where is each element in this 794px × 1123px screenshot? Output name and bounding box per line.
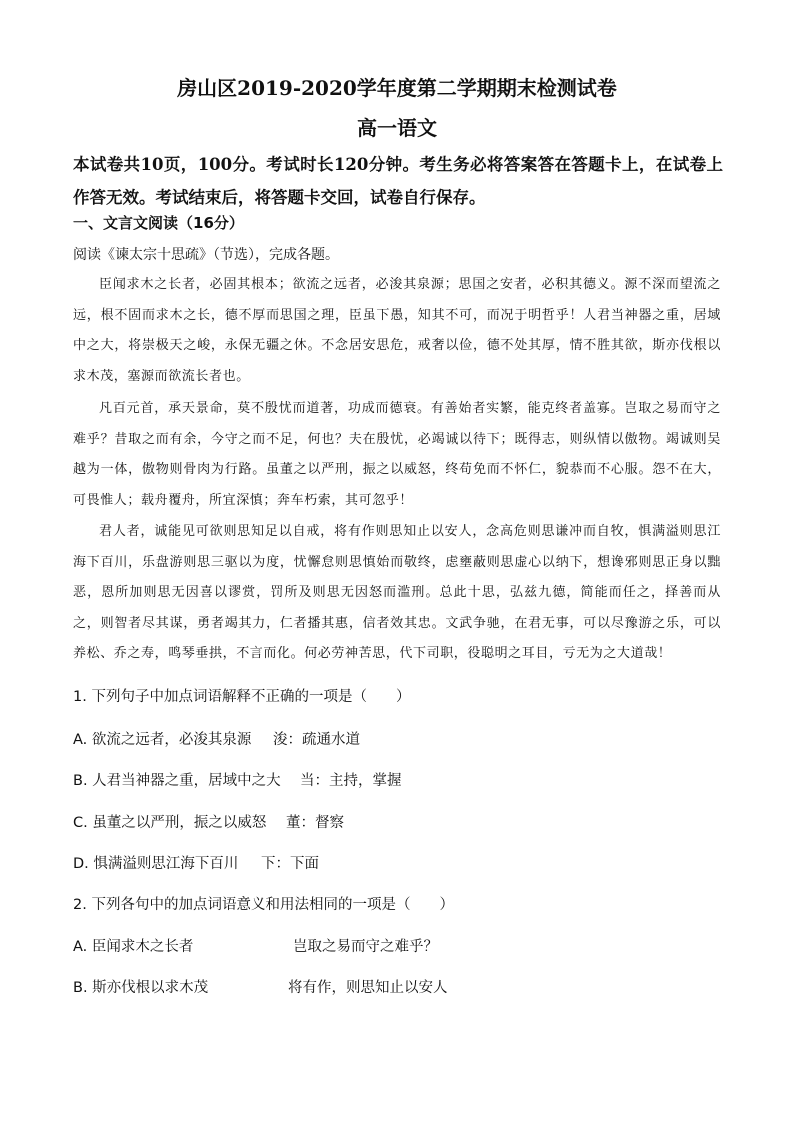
question-2-option-b-gloss: 将有作，则思知止以安人	[288, 980, 448, 996]
passage-paragraph-1: 臣闻求木之长者，必固其根本；欲流之远者，必浚其泉源；思国之安者，必积其德义。源不深而望流之远，根不固而求木之长，德不厚而思国之理，臣虽下愚，知其不可，而况于明哲乎！人君当神器之重，居域中之大，将崇极天之峻，永保无疆之休。不念居安思危，戒奢以俭，德不处其厚，情不胜其欲，斯亦伐根以求木茂，塞源而欲流长者也。	[73, 277, 721, 384]
passage-paragraph-3: 君人者，诚能见可欲则思知足以自戒，将有作则思知止以安人，念高危则思谦冲而自牧，惧满溢则思江海下百川，乐盘游则思三驱以为度，忧懈怠则思慎始而敬终，虑壅蔽则思虚心以纳下，想谗邪则思正身以黜恶，恩所加则思无因喜以谬赏，罚所及则思无因怒而滥刑。总此十思，弘兹九德，简能而任之，择善而从之，则智者尽其谋，勇者竭其力，仁者播其惠，信者效其忠。文武争驰，在君无事，可以尽豫游之乐，可以养松、乔之寿，鸣琴垂拱，不言而化。何必劳神苦思，代下司职，役聪明之耳目，亏无为之大道哉！	[73, 524, 721, 661]
question-1-option-b[interactable]: B. 人君当神器之重，居域中之大	[73, 773, 281, 789]
question-1-option-a-gloss: 浚：疏通水道	[273, 732, 360, 748]
question-1-option-c-gloss: 董：督察	[286, 815, 344, 831]
question-1-option-b-gloss: 当：主持，掌握	[300, 773, 402, 789]
question-1-option-c[interactable]: C. 虽董之以严刑，振之以威怒	[73, 815, 267, 831]
section-instruction: 阅读《谏太宗十思疏》（节选），完成各题。	[73, 247, 339, 263]
question-2-option-a[interactable]: A. 臣闻求木之长者	[73, 939, 194, 955]
section-heading: 一、文言文阅读（16分）	[73, 214, 244, 232]
question-2-option-b[interactable]: B. 斯亦伐根以求木茂	[73, 980, 209, 996]
question-2-stem: 2. 下列各句中的加点词语意义和用法相同的一项是（ ）	[73, 897, 454, 913]
question-1-stem: 1. 下列句子中加点词语解释不正确的一项是（ ）	[73, 689, 411, 705]
question-1-option-d-gloss: 下：下面	[261, 856, 319, 872]
exam-title: 房山区2019-2020学年度第二学期期末检测试卷	[177, 76, 617, 100]
passage-paragraph-2: 凡百元首，承天景命，莫不殷忧而道著，功成而德衰。有善始者实繁，能克终者盖寡。岂取之易而守之难乎？昔取之而有余，今守之而不足，何也？夫在殷忧，必竭诚以待下；既得志，则纵情以傲物。竭诚则吴越为一体，傲物则骨肉为行路。虽董之以严刑，振之以威怒，终苟免而不怀仁，貌恭而不心服。怨不在大，可畏惟人；载舟覆舟，所宜深慎；奔车朽索，其可忽乎！	[73, 401, 721, 508]
exam-subject: 高一语文	[357, 116, 437, 140]
question-2-option-a-gloss: 岂取之易而守之难乎？	[293, 939, 438, 955]
question-1-option-a[interactable]: A. 欲流之远者，必浚其泉源	[73, 732, 252, 748]
question-1-option-d[interactable]: D. 惧满溢则思江海下百川	[73, 856, 239, 872]
exam-notice: 本试卷共10页，100分。考试时长120分钟。考生务必将答案答在答题卡上，在试卷上作答无效。考试结束后，将答题卡交回，试卷自行保存。	[73, 155, 723, 207]
